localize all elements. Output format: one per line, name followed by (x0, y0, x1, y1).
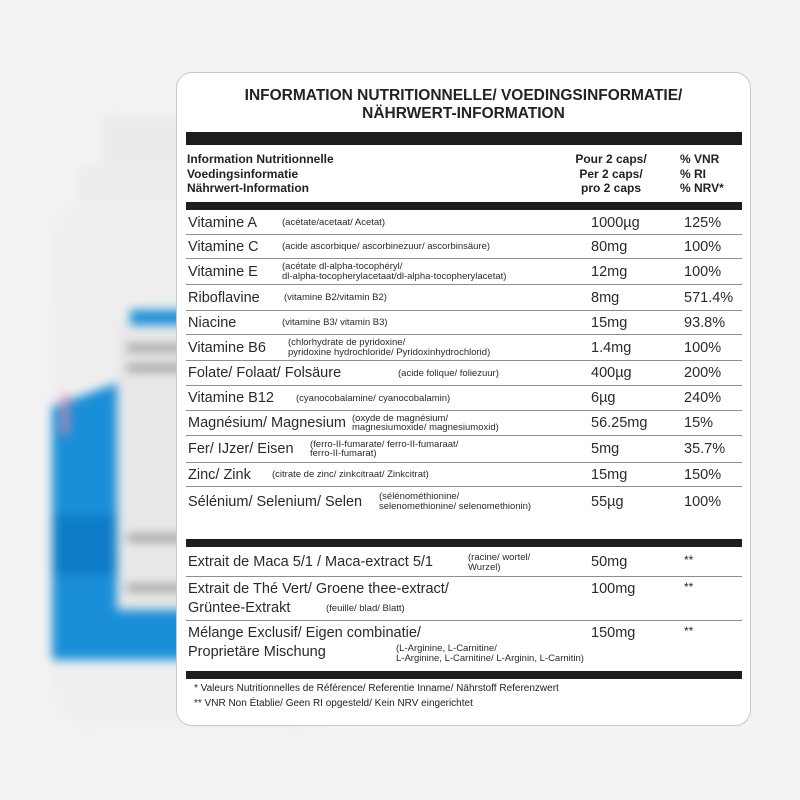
divider-bar-header (186, 202, 742, 210)
extract-source (468, 553, 530, 572)
nutrient-percent: 100% (684, 339, 722, 356)
extract-amount: 100mg (591, 581, 636, 597)
nutrient-name: Fer/ IJzer/ Eisen (188, 441, 294, 457)
nutrient-source (282, 262, 506, 281)
nutrient-row (186, 386, 742, 411)
nutrient-source-line: (sélénométhionine/ (379, 491, 460, 502)
extract-name-line-2: Grüntee-Extrakt (188, 600, 291, 616)
header-label: Information Nutritionnelle (187, 152, 334, 166)
header-label: % VNR (680, 152, 720, 166)
header-label: % RI (680, 166, 707, 181)
nutrient-percent: 125% (684, 214, 722, 231)
nutrient-name: Niacine (188, 314, 237, 331)
nutrient-row (186, 259, 742, 285)
nutrient-row (186, 411, 742, 436)
extract-name-line-2: Proprietäre Mischung (188, 644, 326, 660)
extract-row (186, 621, 742, 669)
nutrient-source (398, 369, 499, 379)
nutrient-source-line: (ferro-II-fumarate/ ferro-II-fumaraat/ (310, 438, 459, 450)
nutrient-source-line: magnesiumoxide/ magnesiumoxid) (352, 422, 499, 433)
nutrient-amount: 1.4mg (591, 339, 632, 356)
nutrient-row (186, 211, 742, 235)
nutrient-name: Folate/ Folaat/ Folsäure (188, 365, 342, 381)
nutrient-source (288, 338, 490, 357)
extract-name: Extrait de Maca 5/1 / Maca-extract 5/1 (188, 554, 433, 570)
extract-source (326, 604, 405, 614)
header-label: Nährwert-Information (187, 181, 310, 195)
nutrient-percent: 35.7% (684, 441, 726, 457)
nutrient-amount: 55µg (591, 493, 624, 510)
nutrient-source (282, 218, 385, 228)
nutrient-name: Riboflavine (188, 289, 260, 306)
nutrient-row (186, 235, 742, 259)
nutrient-amount: 12mg (591, 263, 628, 280)
nutrient-source-line: (acide folique/ foliezuur) (398, 367, 499, 379)
nutrient-name: Zinc/ Zink (188, 466, 251, 483)
nutrient-source-line: dl-alpha-tocopherylacetaat/dl-alpha-tocopherylacetat) (282, 270, 507, 282)
header-label: Per 2 caps/ (579, 166, 643, 181)
header-label: % NRV* (680, 181, 724, 195)
nutrient-row (186, 463, 742, 487)
nutrition-facts-card (176, 72, 751, 726)
nutrient-percent: 100% (684, 263, 722, 280)
nutrient-row (186, 311, 742, 335)
extract-name: Mélange Exclusif/ Eigen combinatie/ (188, 625, 421, 641)
card-title (177, 87, 750, 123)
extract-source (396, 644, 584, 663)
divider-bar-top (186, 132, 742, 145)
nutrient-percent: 240% (684, 390, 722, 406)
header-label: Voedingsinformatie (187, 166, 299, 181)
nutrient-source-line: ferro-II-fumarat) (310, 448, 377, 459)
nutrient-source-line: (chlorhydrate de pyridoxine/ (288, 337, 406, 348)
nutrient-name: Vitamine E (188, 263, 258, 280)
title-line-1: INFORMATION NUTRITIONNELLE/ VOEDINGSINFORMATIE/ (244, 87, 683, 104)
extract-amount: 50mg (591, 554, 628, 570)
nutrient-source (282, 318, 388, 328)
footnote-not-established: ** VNR Non Établie/ Geen RI opgesteld/ Kein NRV eingerichtet (194, 698, 473, 709)
nutrient-amount: 15mg (591, 314, 628, 331)
nutrient-source-line: (acétate/acetaat/ Acetat) (282, 217, 385, 228)
nutrient-row (186, 487, 742, 517)
nutrient-row (186, 335, 742, 361)
nutrient-source-line: selenomethionine/ selenomethionin) (379, 500, 532, 512)
nutrient-amount: 400µg (591, 365, 632, 381)
nutrient-amount: 56.25mg (591, 415, 648, 431)
nutrient-source-line: (acétate dl-alpha-tocophéryl/ (282, 261, 403, 272)
extract-source-line: Wurzel) (468, 561, 501, 573)
extract-percent: ** (684, 624, 694, 638)
divider-bar-minerals (186, 539, 742, 547)
nutrient-source-line: (cyanocobalamine/ cyanocobalamin) (296, 392, 451, 404)
nutrient-source (296, 394, 450, 404)
nutrient-source (284, 293, 387, 303)
nutrient-source-line: (acide ascorbique/ ascorbinezuur/ ascorbinsäure) (282, 241, 491, 252)
nutrient-amount: 80mg (591, 238, 628, 255)
nutrient-name: Sélénium/ Selenium/ Selen (188, 493, 363, 510)
nutrient-name: Vitamine B12 (188, 390, 274, 406)
nutrient-percent: 15% (684, 415, 714, 431)
extract-percent: ** (684, 580, 694, 594)
header-column-percent (680, 152, 724, 196)
header-label: Pour 2 caps/ (575, 152, 647, 166)
nutrient-source-line: (vitamine B3/ vitamin B3) (282, 317, 388, 328)
title-line-2: NÄHRWERT-INFORMATION (362, 105, 565, 122)
nutrient-source (310, 440, 458, 459)
nutrient-percent: 100% (684, 493, 722, 510)
header-label: pro 2 caps (580, 181, 642, 195)
nutrient-amount: 1000µg (591, 214, 640, 231)
nutrient-source-line: (citrate de zinc/ zinkcitraat/ Zinkcitrat) (272, 469, 429, 480)
nutrient-row (186, 436, 742, 463)
nutrient-name: Vitamine B6 (188, 339, 266, 356)
nutrient-amount: 8mg (591, 289, 620, 306)
divider-bar-bottom (186, 671, 742, 679)
nutrient-source-line: pyridoxine hydrochloride/ Pyridoxinhydrochlorid) (288, 346, 491, 358)
bottle-logo-mark (62, 395, 68, 435)
nutrient-name: Vitamine C (188, 238, 259, 255)
footnote-vnr: * Valeurs Nutritionnelles de Référence/ Referentie Inname/ Nährstoff Referenzwert (194, 683, 559, 694)
extract-percent: ** (684, 553, 694, 567)
nutrient-source-line: (vitamine B2/vitamin B2) (284, 292, 387, 303)
nutrient-source (282, 242, 490, 252)
nutrient-row (186, 361, 742, 386)
nutrient-row (186, 285, 742, 311)
nutrient-source (272, 470, 429, 480)
extract-source-line: L-Arginine, L-Carnitine/ L-Arginin, L-Carnitin) (396, 652, 584, 664)
header-column-name (187, 152, 334, 196)
nutrient-source-line: (oxyde de magnésium/ (352, 412, 449, 424)
nutrient-percent: 200% (684, 365, 722, 381)
extract-amount: 150mg (591, 625, 636, 641)
nutrient-percent: 571.4% (684, 289, 734, 306)
nutrient-percent: 100% (684, 238, 722, 255)
nutrient-amount: 15mg (591, 466, 628, 483)
nutrient-name: Vitamine A (188, 214, 258, 231)
nutrient-source (379, 492, 531, 511)
nutrient-percent: 150% (684, 466, 722, 483)
nutrient-amount: 6µg (591, 390, 616, 406)
extract-row (186, 577, 742, 621)
nutrient-percent: 93.8% (684, 314, 726, 331)
nutrient-amount: 5mg (591, 441, 620, 457)
header-column-amount (561, 152, 661, 196)
extract-source-line: (racine/ wortel/ (468, 552, 531, 563)
extract-name: Extrait de Thé Vert/ Groene thee-extract/ (188, 581, 449, 597)
extract-source-line: (L-Arginine, L-Carnitine/ (396, 643, 497, 654)
extract-row (186, 550, 742, 577)
nutrient-name: Magnésium/ Magnesium (188, 415, 346, 431)
extract-source-line: (feuille/ blad/ Blatt) (326, 603, 405, 614)
nutrient-source (352, 414, 499, 433)
